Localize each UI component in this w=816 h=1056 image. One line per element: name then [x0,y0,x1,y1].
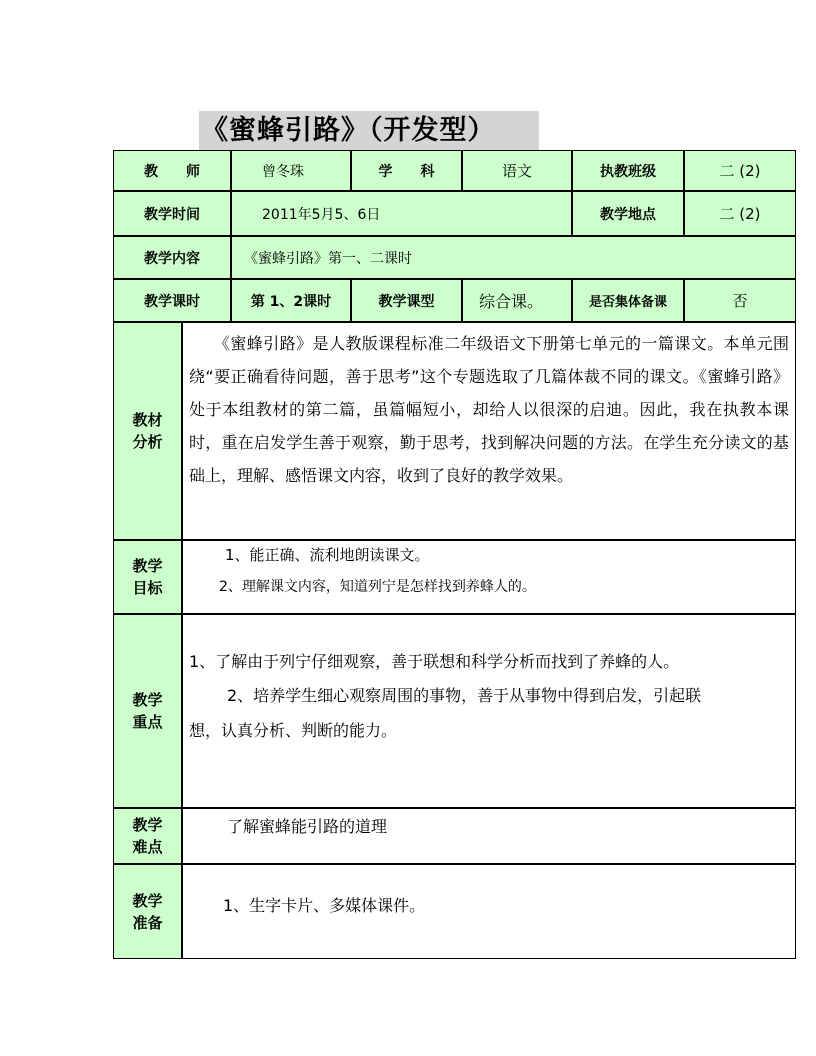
type-value: 综合课。 [462,279,572,322]
key-point-2b: 想，认真分析、判断的能力。 [189,721,398,740]
analysis-text: 《蜜蜂引路》是人教版课程标准二年级语文下册第七单元的一篇课文。本单元围绕“要正确看待问题，善于思考”这个专题选取了几篇体裁不同的课文。《蜜蜂引路》处于本组教材的第二篇，虽篇幅短小，却给人以很深的启迪。因此，我在执教本课时，重在启发学生善于观察，勤于思考，找到解决问题的方法。在学生充分读文的基础上，理解、感悟课文内容，收到了良好的教学效果。 [189,334,789,485]
teacher-value: 曾冬珠 [231,150,351,191]
goal-item-2: 2、理解课文内容，知道列宁是怎样找到养蜂人的。 [219,579,536,595]
teacher-label: 教 师 [113,150,231,191]
goals-label: 教学 目标 [113,540,182,614]
difficulty-label: 教学 难点 [113,808,182,864]
difficulty-text: 了解蜜蜂能引路的道理 [227,817,388,836]
class-value: 二 (2) [684,150,796,191]
analysis-label: 教材 分析 [113,322,182,540]
goal-item-1: 1、能正确、流利地朗读课文。 [225,546,430,564]
period-value: 第 1、2课时 [231,279,351,322]
content-value: 《蜜蜂引路》第一、二课时 [231,236,796,279]
preparation-label: 教学 准备 [113,864,182,959]
difficulty-cell [182,808,796,864]
key-point-1: 1、了解由于列宁仔细观察，善于联想和科学分析而找到了养蜂的人。 [189,652,680,671]
goals-cell [182,540,796,614]
time-value: 2011年5月5、6日 [231,191,572,236]
period-label: 教学课时 [113,279,231,322]
subject-label: 学 科 [351,150,462,191]
class-label: 执教班级 [572,150,684,191]
preparation-cell [182,864,796,959]
place-label: 教学地点 [572,191,684,236]
time-label: 教学时间 [113,191,231,236]
type-label: 教学课型 [351,279,462,322]
collective-value: 否 [684,279,796,322]
key-points-cell [182,614,796,808]
collective-label: 是否集体备课 [572,279,684,322]
page-title: 《蜜蜂引路》（开发型） [199,111,539,151]
place-value: 二 (2) [684,191,796,236]
subject-value: 语文 [462,150,572,191]
content-label: 教学内容 [113,236,231,279]
key-point-2a: 2、培养学生细心观察周围的事物，善于从事物中得到启发，引起联 [227,686,702,705]
preparation-text: 1、生字卡片、多媒体课件。 [223,896,426,915]
key-points-label: 教学 重点 [113,614,182,808]
analysis-text-cell [182,322,796,540]
